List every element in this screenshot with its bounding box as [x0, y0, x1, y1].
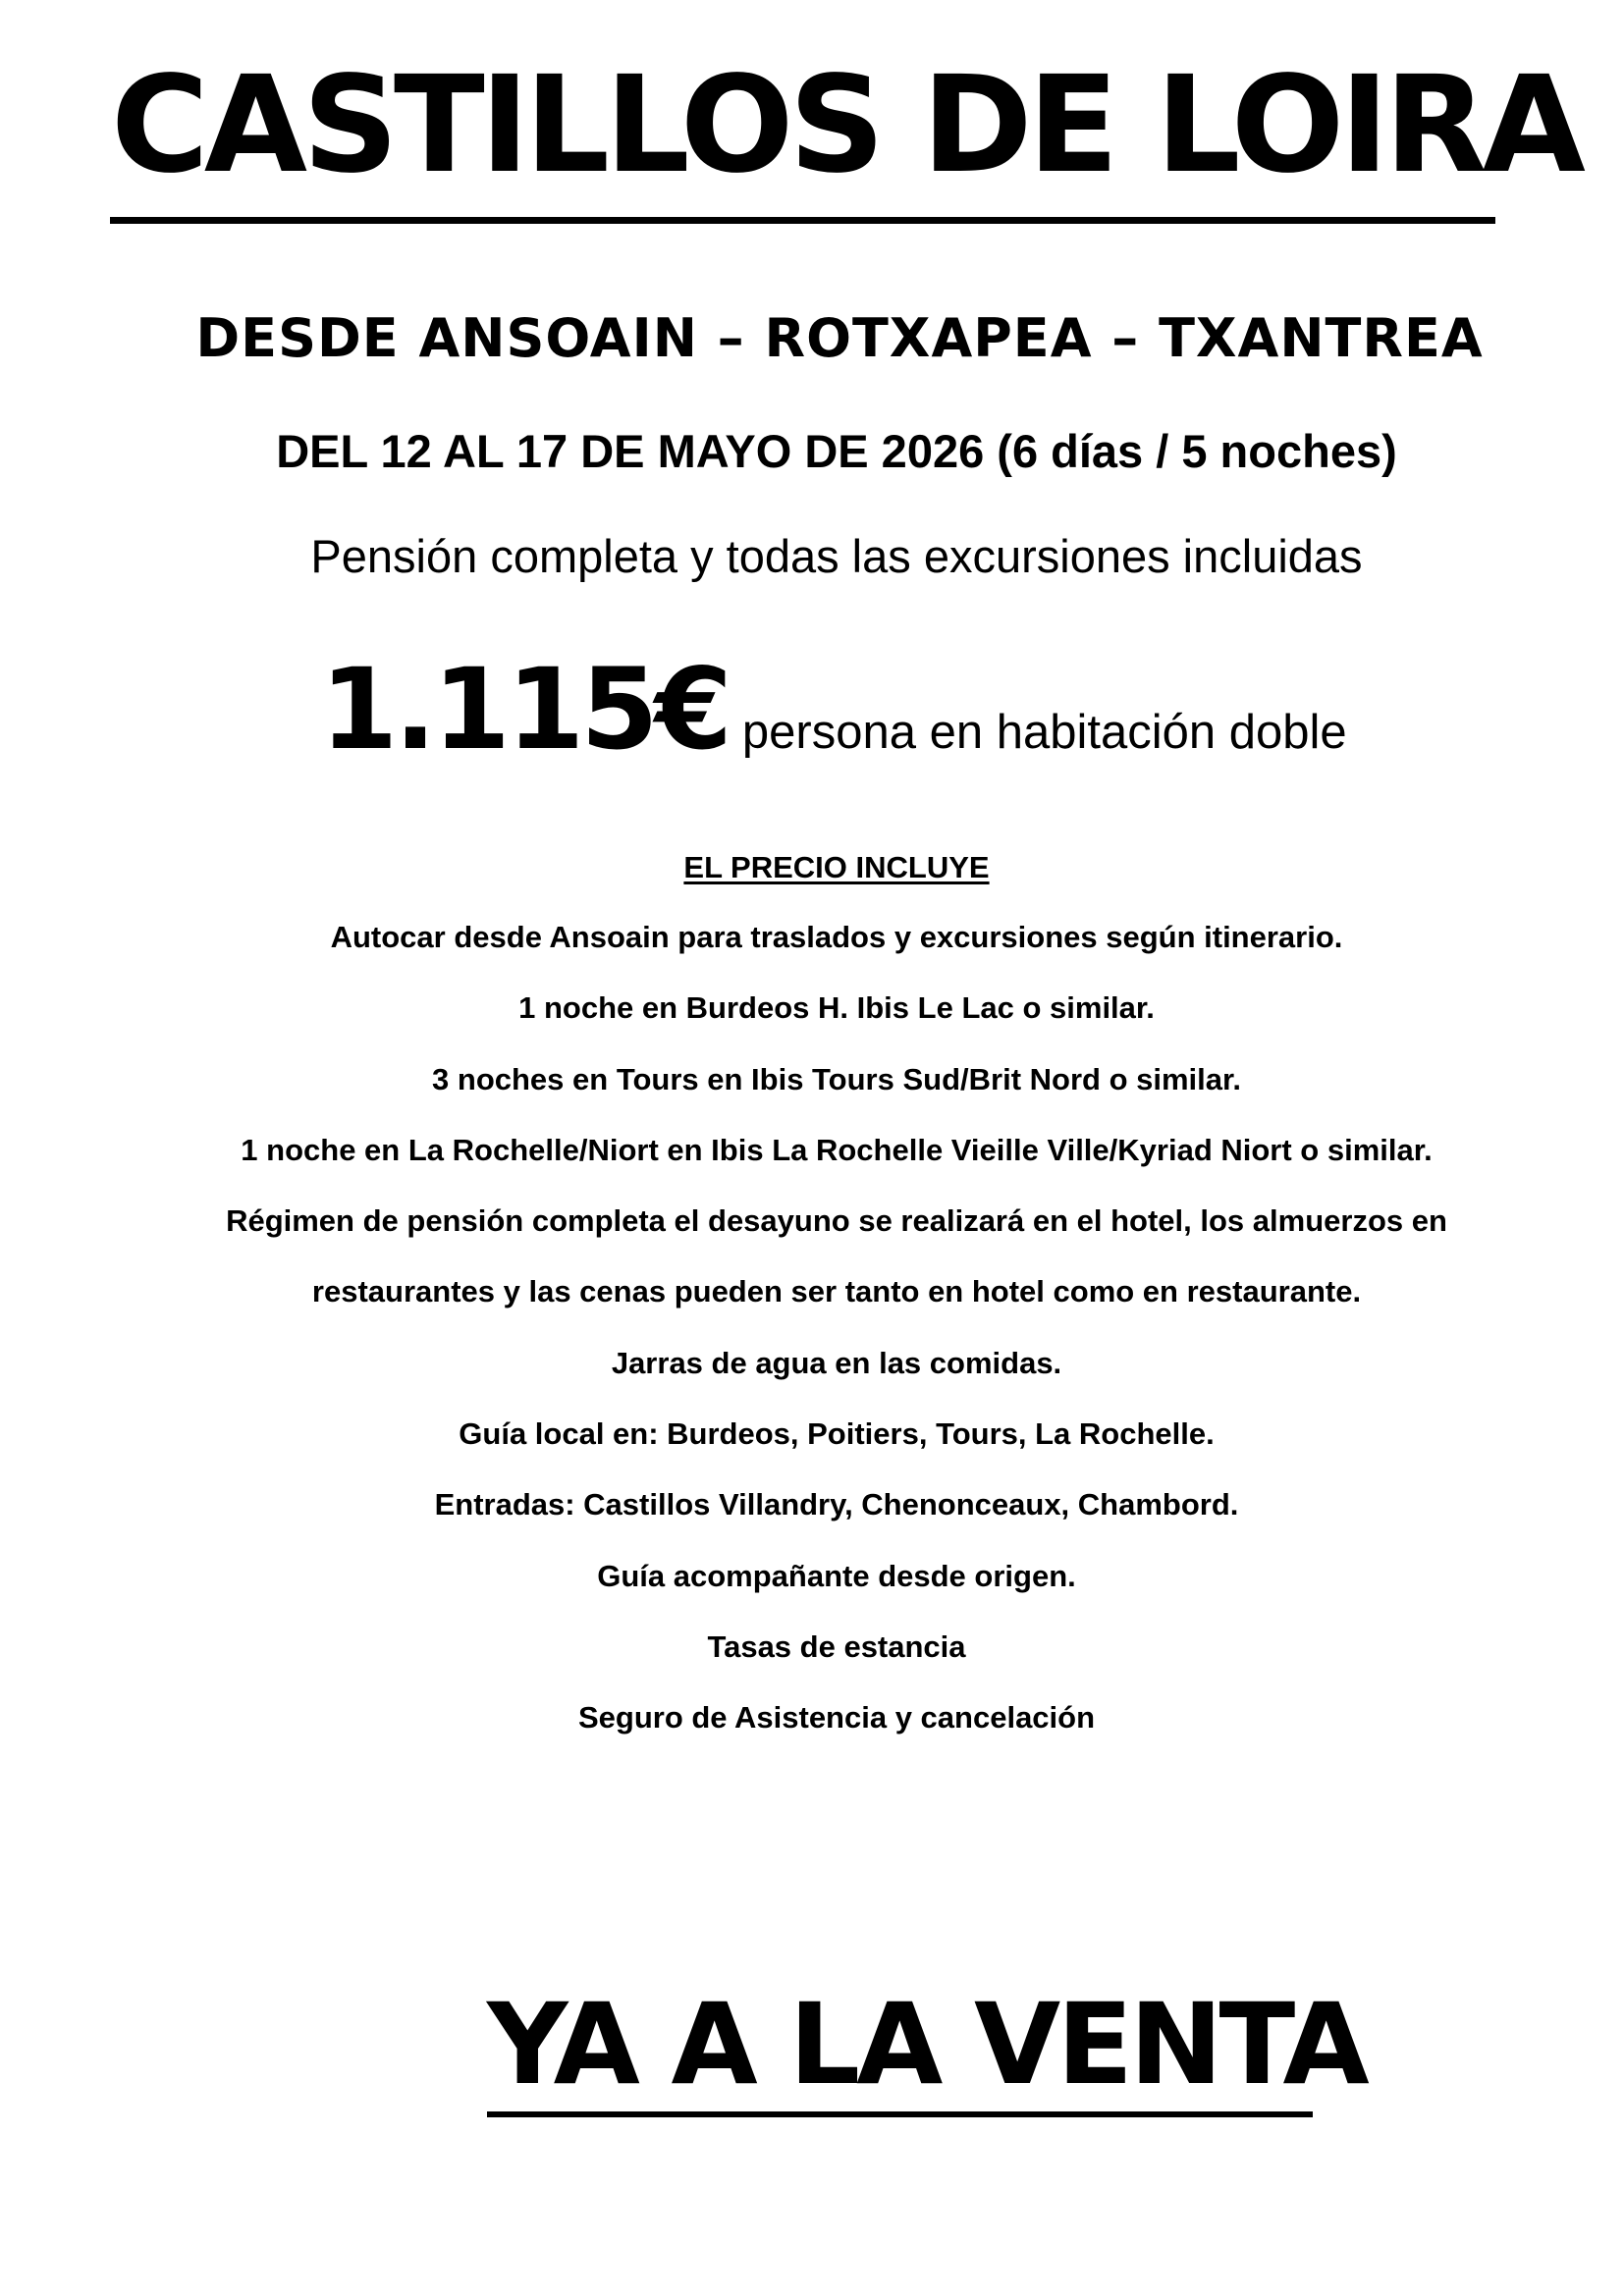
includes-heading: EL PRECIO INCLUYE: [683, 850, 990, 884]
on-sale-underline: [487, 2111, 1313, 2117]
price-row: [320, 644, 1347, 774]
includes-list: [0, 911, 1624, 1763]
list-item: Guía local en: Burdeos, Poitiers, Tours, La Rochelle.: [459, 1416, 1215, 1452]
list-item: 1 noche en Burdeos H. Ibis Le Lac o similar.: [518, 990, 1155, 1026]
list-item: Régimen de pensión completa el desayuno se realizará en el hotel, los almuerzos en: [226, 1203, 1447, 1239]
page-title: CASTILLOS DE LOIRA: [111, 48, 1581, 203]
title-underline: [110, 217, 1495, 224]
list-item: Seguro de Asistencia y cancelación: [577, 1700, 1096, 1735]
on-sale-banner: YA A LA VENTA: [487, 1979, 1366, 2109]
list-item: Tasas de estancia: [707, 1629, 966, 1664]
trip-dates: DEL 12 AL 17 DE MAYO DE 2026 (6 días / 5 noches): [276, 425, 1397, 477]
price-note: persona en habitación doble: [741, 706, 1347, 759]
list-item: Guía acompañante desde origen.: [597, 1558, 1076, 1593]
list-item: Entradas: Castillos Villandry, Chenonceaux, Chambord.: [434, 1487, 1239, 1522]
list-item: restaurantes y las cenas pueden ser tanto en hotel como en restaurante.: [311, 1274, 1362, 1309]
price-amount: 1.115€: [320, 644, 729, 774]
board-tagline: Pensión completa y todas las excursiones incluidas: [310, 530, 1363, 582]
departure-subtitle: DESDE ANSOAIN – ROTXAPEA – TXANTREA: [195, 307, 1484, 369]
list-item: 1 noche en La Rochelle/Niort en Ibis La Rochelle Vieille Ville/Kyriad Niort o similar.: [241, 1132, 1433, 1167]
list-item: 3 noches en Tours en Ibis Tours Sud/Brit Nord o similar.: [432, 1061, 1241, 1096]
list-item: Autocar desde Ansoain para traslados y excursiones según itinerario.: [330, 920, 1343, 954]
list-item: Jarras de agua en las comidas.: [611, 1345, 1062, 1380]
